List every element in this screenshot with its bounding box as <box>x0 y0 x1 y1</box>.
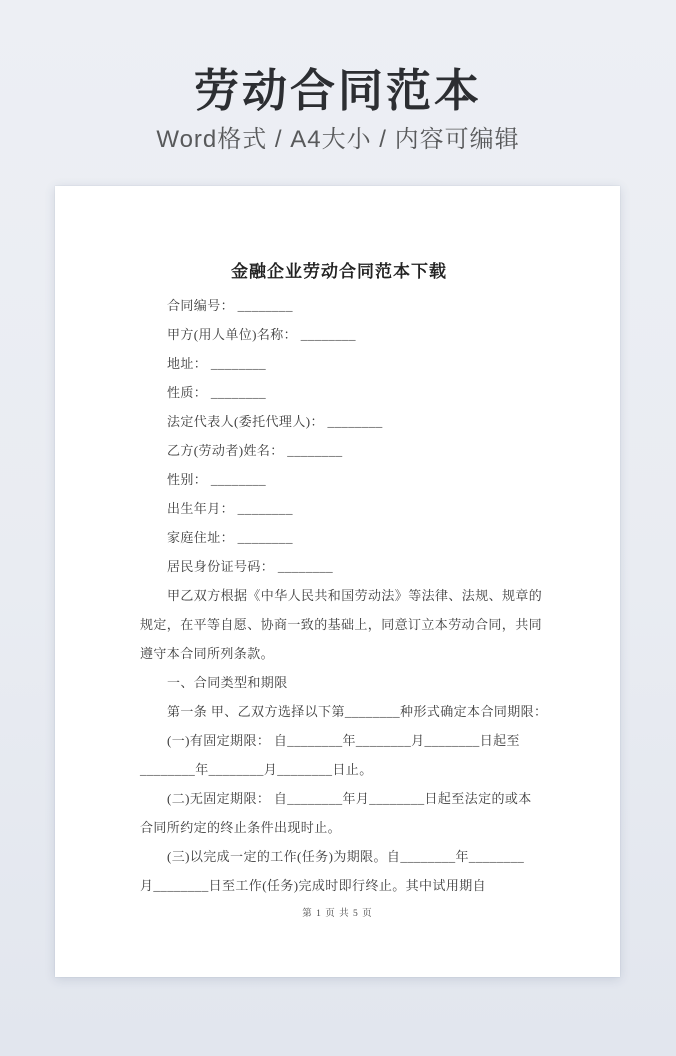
header-banner <box>0 0 676 155</box>
document-line: 法定代表人(委托代理人)： ________ <box>167 414 383 429</box>
document-line: 出生年月： ________ <box>167 501 293 516</box>
document-line: 甲乙双方根据《中华人民共和国劳动法》等法律、法规、规章的 <box>167 588 543 603</box>
document-line: (二)无固定期限： 自________年月________日起至法定的或本 <box>167 791 532 806</box>
document-line: 一、合同类型和期限 <box>167 675 288 690</box>
page-number-footer: 第 1 页 共 5 页 <box>302 909 373 919</box>
document-line: 遵守本合同所列条款。 <box>140 646 275 661</box>
document-line: (一)有固定期限： 自________年________月________日起至 <box>167 733 520 748</box>
document-line: 居民身份证号码： ________ <box>167 559 334 574</box>
document-line: 第一条 甲、乙双方选择以下第________种形式确定本合同期限： <box>167 704 548 719</box>
document-line: 规定，在平等自愿、协商一致的基础上，同意订立本劳动合同，共同 <box>140 617 543 632</box>
document-line: 性质： ________ <box>167 385 267 400</box>
document-line: 合同编号： ________ <box>167 298 293 313</box>
document-line: 乙方(劳动者)姓名： ________ <box>167 443 343 458</box>
document-line: 性别： ________ <box>167 472 267 487</box>
document-content <box>55 186 620 900</box>
document-line: ________年________月________日止。 <box>140 762 373 777</box>
page-subtitle: Word格式 / A4大小 / 内容可编辑 <box>156 126 520 153</box>
page-title: 劳动合同范本 <box>193 65 482 116</box>
document-line: 甲方(用人单位)名称： ________ <box>167 327 356 342</box>
document-title: 金融企业劳动合同范本下载 <box>231 262 447 281</box>
document-line: 地址： ________ <box>167 356 267 371</box>
document-preview-page <box>55 186 620 977</box>
document-line: 合同所约定的终止条件出现时止。 <box>140 820 342 835</box>
document-line: (三)以完成一定的工作(任务)为期限。自________年________ <box>167 849 525 864</box>
document-line: 家庭住址： ________ <box>167 530 293 545</box>
document-body <box>140 291 548 900</box>
document-line: 月________日至工作(任务)完成时即行终止。其中试用期自 <box>140 878 487 893</box>
